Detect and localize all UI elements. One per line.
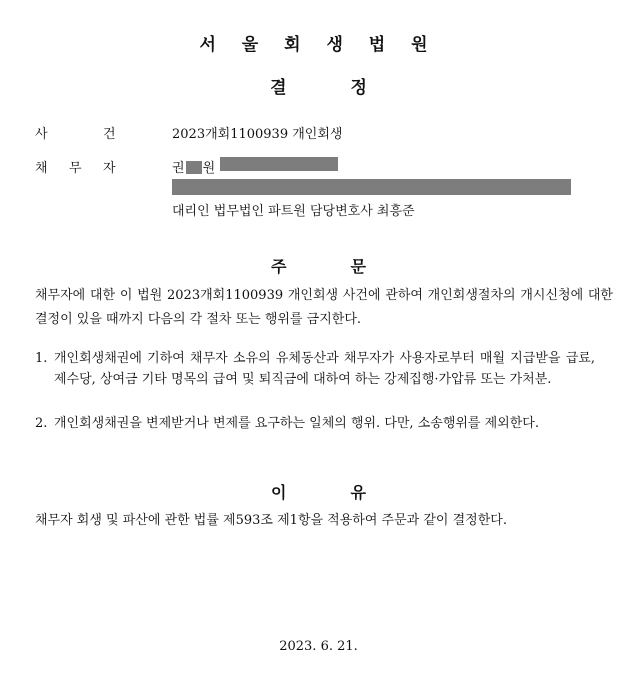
doc-type-char-2: 정 xyxy=(350,78,367,98)
debtor-name-last: 원 xyxy=(202,161,216,176)
debtor-name xyxy=(172,157,215,176)
name-redaction xyxy=(186,161,202,174)
reason-heading: 이 유 xyxy=(271,483,366,502)
id-redaction xyxy=(220,157,338,171)
item-number: 1. xyxy=(35,351,48,366)
list-item xyxy=(35,413,595,434)
item-text: 개인회생채권에 기하여 채무자 소유의 유체동산과 채무자가 사용자로부터 매월 지급받을 급료, 제수당, 상여금 기타 명목의 급여 및 퇴직금에 대하여 하는 강제집행·가압류 또는 가처분. xyxy=(54,351,595,387)
order-heading: 주 문 xyxy=(271,257,366,276)
case-number: 2023개회1100939 개인회생 xyxy=(172,127,343,142)
document-type-heading xyxy=(0,73,637,98)
order-text: 채무자에 대한 이 법원 2023개회1100939 개인회생 사건에 관하여 개인회생절차의 개시신청에 대한 결정이 있을 때까지 다음의 각 절차 또는 행위를 금지한다. xyxy=(35,288,613,327)
item-text: 개인회생채권을 변제받거나 변제를 요구하는 일체의 행위. 다만, 소송행위를 제외한다. xyxy=(54,416,539,431)
doc-type-char-1: 결 xyxy=(270,78,287,98)
court-title: 서 울 회 생 법 원 xyxy=(199,35,438,55)
list-item xyxy=(35,348,595,390)
debtor-name-first: 권 xyxy=(172,161,185,176)
address-redaction xyxy=(172,179,571,195)
reason-text: 채무자 회생 및 파산에 관한 법률 제593조 제1항을 적용하여 주문과 같이 결정한다. xyxy=(35,513,507,528)
item-number: 2. xyxy=(35,416,48,431)
agent-line: 대리인 법무법인 파트원 담당변호사 최흥준 xyxy=(172,204,415,219)
decision-date: 2023. 6. 21. xyxy=(279,639,358,654)
